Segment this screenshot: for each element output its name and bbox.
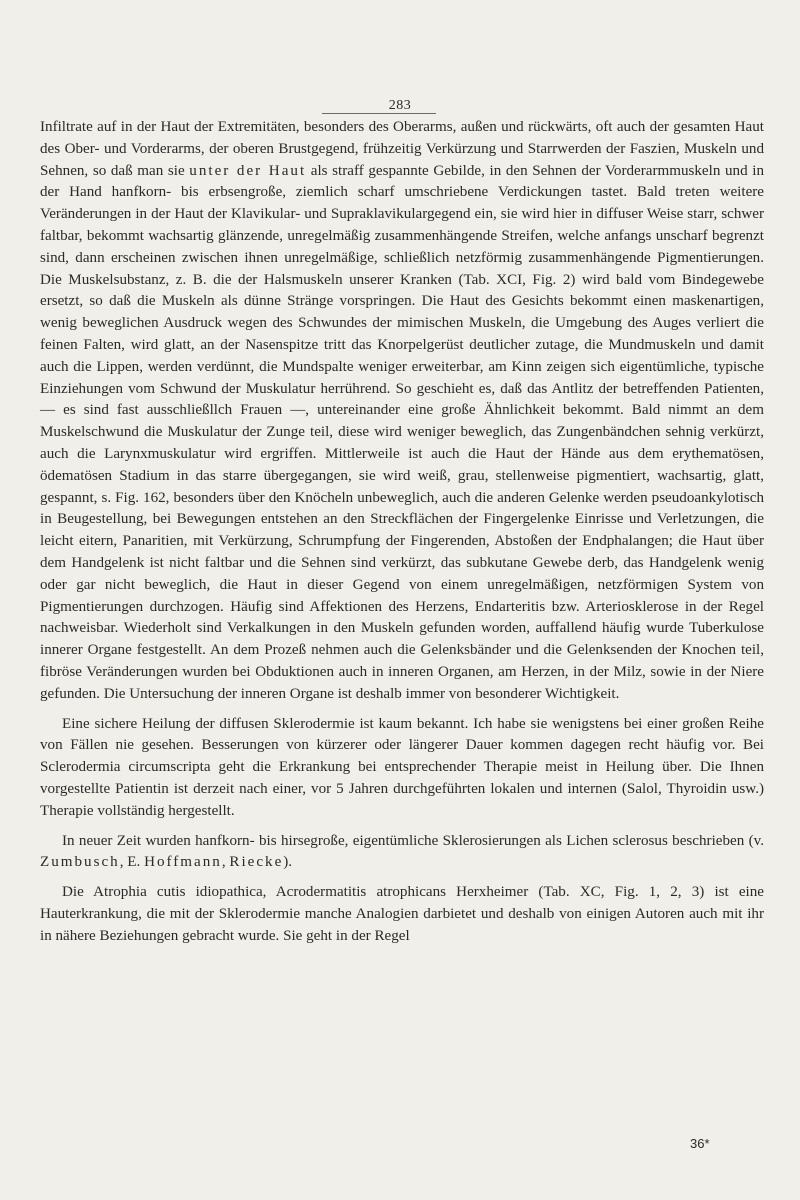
author-name: Zumbusch (40, 854, 120, 871)
author-name: Hoffmann (144, 854, 222, 871)
paragraph-4 (40, 882, 764, 947)
text-segment: als straff gespannte Gebilde, in den Sehnen der Vorderarmmuskeln und in der Hand hanfkorn- bis erbsengroße, ziemlich scharf umschriebene Verdickungen tastet. Bald treten weitere Veränderungen in der Haut der Klavikular- und Supraklavikulargegend ein, sie wird hier in diffuser Weise starr, schwer faltbar, bekommt wachsartig glänzende, unregelmäßig zusammenhängende Streifen, welche anfangs unscharf begrenzt sind, dann erscheinen zwischen ihnen unregelmäßige, schließlich netzförmig zusammenhängende Pigmentierungen. Die Muskelsubstanz, z. B. die der Halsmuskeln unserer Kranken (Tab. XCI, Fig. 2) wird bald vom Bindegewebe ersetzt, so daß die Muskeln als dünne Stränge vorspringen. Die Haut des Gesichts bekommt einen maskenartigen, wenig beweglichen Ausdruck wegen des Schwundes der mimischen Muskeln, die Umgebung des Auges verliert die feinen Falten, wird glatt, an der Nasenspitze tritt das Knorpelgerüst deutlicher zutage, die Mundmuskeln und damit auch die Lippen, werden verdünnt, die Mundspalte weniger erweiterbar, am Kinn zeigen sich eigentümliche, typische Einziehungen vom Schwund der Muskulatur herrührend. So geschieht es, daß das Antlitz der betreffenden Patienten, — es sind fast ausschließllch Frauen —, untereinander eine große Ähnlichkeit bekommt. Bald nimmt an dem Muskelschwund die Muskulatur der Zunge teil, diese wird weniger beweglich, das Zungenbändchen sehnig verkürzt, auch die Larynxmuskulatur wird ergriffen. Mittlerweile ist auch die Haut der Hände aus dem erythematösen, ödematösen Stadium in das starre übergegangen, sie wird weiß, grau, stellenweise pigmentiert, wachsartig, glatt, gespannt, s. Fig. 162, besonders über den Knöcheln unbeweglich, auch die anderen Gelenke werden pseudoankylotisch in Beugestellung, bei Bewegungen entstehen an den Streckflächen der Fingergelenke Einrisse und Verletzungen, die leicht eitern, Panaritien, mit Verkürzung, Schrumpfung der Fingerenden, Abstoßen der Endphalangen; die Haut über dem Handgelenk ist nicht faltbar und die Sehnen sind verkürzt, das subkutane Gewebe derb, das Handgelenk wenig oder gar nicht beweglich, die Haut in dieser Gegend von einem unregelmäßigen, netzförmigen System von Pigmentierungen durchzogen. Häufig sind Affektionen des Herzens, Endarteritis bzw. Arteriosklerose in der Regel nachweisbar. Wiederholt sind Verkalkungen in den Muskeln gefunden worden, auffallend häufig wurde Tuberkulose innerer Organe festgestellt. An dem Prozeß nehmen auch die Gelenksbänder und die Gelenksenden der Knochen teil, fibröse Veränderungen wurden bei Obduktionen auch in inneren Organen, am Herzen, in der Milz, sowie in der Niere gefunden. Die Untersuchung der inneren Organe ist deshalb immer von besonderer Wichtigkeit. (40, 162, 764, 702)
text-segment: Infiltrate auf in der Haut der Extremitäten, besonders des Oberarms, außen und rückwärts, oft auch der gesamten Haut des Ober- und Vorderarms, der oberen Brustgegend, frühzeitig Verkürzung und Starrwerden der Faszien, Muskeln und Sehnen, so daß man sie (40, 119, 764, 179)
page-number: 283 (388, 98, 412, 113)
header-rule (322, 113, 436, 114)
paragraph-1 (40, 117, 764, 706)
paragraph-3 (40, 831, 764, 875)
text-segment: , E. (119, 854, 145, 871)
paragraph-2 (40, 714, 764, 823)
author-name: Riecke (229, 854, 284, 871)
body-text (40, 117, 764, 947)
text-segment: In neuer Zeit wurden hanfkorn- bis hirsegroße, eigentümliche Sklerosierungen als Lichen sclerosus beschrieben (v. (62, 832, 764, 849)
text-segment: Die Atrophia cutis idiopathica, Acrodermatitis atrophicans Herxheimer (Tab. XC, Fig. 1, 2, 3) ist eine Hauterkrankung, die mit der Sklerodermie manche Analogien darbietet und deshalb von einigen Autoren auch mit ihr in nähere Beziehungen gebracht wurde. Sie geht in der Regel (40, 884, 764, 944)
text-segment: Eine sichere Heilung der diffusen Sklerodermie ist kaum bekannt. Ich habe sie wenigstens bei einer großen Reihe von Fällen nie gesehen. Besserungen von kürzerer oder längerer Dauer kommen dagegen recht häufig vor. Bei Sclerodermia circumscripta geht die Erkrankung bei entsprechender Therapie meist in Heilung über. Die Ihnen vorgestellte Patientin ist derzeit nach einer, vor 5 Jahren durchgeführten lokalen und internen (Salol, Thyroidin usw.) Therapie vollständig hergestellt. (40, 715, 764, 819)
text-segment: , (221, 854, 230, 871)
signature-mark: 36* (690, 1136, 710, 1151)
text-segment: ). (283, 854, 293, 871)
spaced-text: unter der Haut (189, 162, 307, 179)
